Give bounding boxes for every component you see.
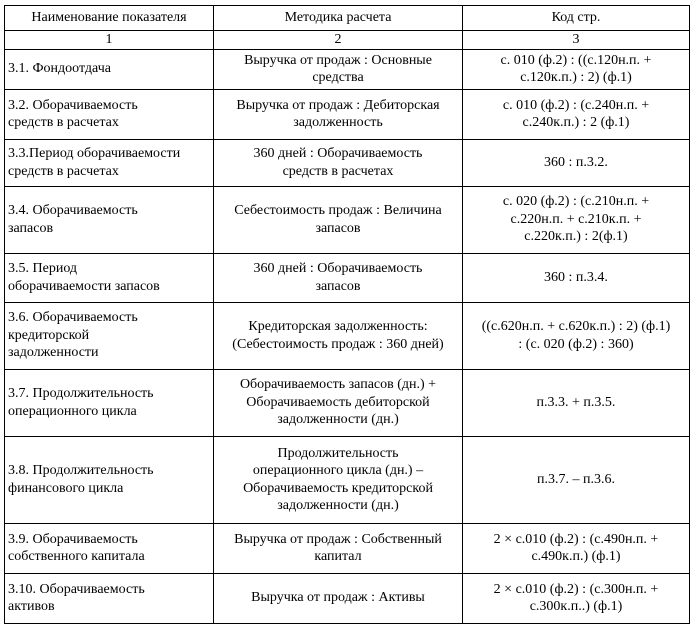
table-row: [5, 89, 690, 139]
header-row: [5, 6, 690, 31]
column-number-1: 1: [5, 31, 214, 50]
indicator-name: 3.4. Оборачиваемость запасов: [8, 203, 138, 236]
calculation-method: Выручка от продаж : Дебиторская задолженность: [236, 97, 440, 130]
calculation-method: 360 дней : Оборачиваемость средств в расчетах: [253, 146, 423, 179]
indicator-name: 3.5. Период оборачиваемости запасов: [8, 261, 160, 294]
table-row: [5, 523, 690, 573]
header-calculation-method: Методика расчета: [214, 6, 463, 31]
line-code: с. 020 (ф.2) : (с.210н.п. + с.220н.п. + с.210к.п. + с.220к.п.) : 2(ф.1): [502, 194, 650, 245]
calculation-method: Выручка от продаж : Основные средства: [244, 52, 432, 85]
table-row: [5, 139, 690, 186]
table-row: [5, 253, 690, 302]
indicator-name: 3.8. Продолжительность финансового цикла: [8, 463, 154, 496]
calculation-method: 360 дней : Оборачиваемость запасов: [253, 261, 423, 294]
calculation-method: Выручка от продаж : Собственный капитал: [234, 531, 442, 564]
indicator-name: 3.2. Оборачиваемость средств в расчетах: [8, 97, 138, 130]
line-code: п.3.3. + п.3.5.: [536, 394, 616, 410]
indicator-name: 3.6. Оборачиваемость кредиторской задолженности: [8, 310, 138, 361]
line-code: 360 : п.3.2.: [544, 154, 608, 170]
line-code: 2 × с.010 (ф.2) : (с.300н.п. + с.300к.п..) (ф.1): [493, 581, 659, 614]
line-code: ((с.620н.п. + с.620к.п.) : 2) (ф.1) : (с. 020 (ф.2) : 360): [481, 319, 671, 352]
table-row: [5, 186, 690, 253]
column-number-2: 2: [214, 31, 463, 50]
line-code: с. 010 (ф.2) : (с.240н.п. + с.240к.п.) : 2 (ф.1): [502, 97, 650, 130]
line-code: 2 × с.010 (ф.2) : (с.490н.п. + с.490к.п.) (ф.1): [493, 531, 659, 564]
header-line-code: Код стр.: [463, 6, 690, 31]
line-code: 360 : п.3.4.: [544, 269, 608, 285]
indicator-name: 3.7. Продолжительность операционного цикла: [8, 386, 154, 419]
table-row: [5, 49, 690, 89]
column-number-row: [5, 31, 690, 50]
calculation-method: Себестоимость продаж : Величина запасов: [234, 203, 442, 236]
table-row: [5, 573, 690, 623]
indicator-name: 3.10. Оборачиваемость активов: [8, 581, 145, 614]
table-row: [5, 302, 690, 369]
ratios-table: [4, 5, 690, 624]
calculation-method: Выручка от продаж : Активы: [251, 590, 425, 606]
table-row: [5, 436, 690, 523]
column-number-3: 3: [463, 31, 690, 50]
document-page: [4, 5, 690, 624]
indicator-name: 3.1. Фондоотдача: [8, 61, 111, 77]
indicator-name: 3.3.Период оборачиваемости средств в расчетах: [8, 146, 181, 179]
indicator-name: 3.9. Оборачиваемость собственного капитала: [8, 531, 145, 564]
table-row: [5, 369, 690, 436]
line-code: п.3.7. – п.3.6.: [537, 471, 615, 487]
line-code: с. 010 (ф.2) : ((с.120н.п. + с.120к.п.) : 2) (ф.1): [500, 52, 652, 85]
calculation-method: Продолжительность операционного цикла (дн.) – Оборачиваемость кредиторской задолженности (дн.): [243, 445, 433, 513]
calculation-method: Кредиторская задолженность: (Себестоимость продаж : 360 дней): [232, 319, 444, 352]
calculation-method: Оборачиваемость запасов (дн.) + Оборачиваемость дебиторской задолженности (дн.): [239, 377, 437, 428]
header-indicator-name: Наименование показателя: [5, 6, 214, 31]
